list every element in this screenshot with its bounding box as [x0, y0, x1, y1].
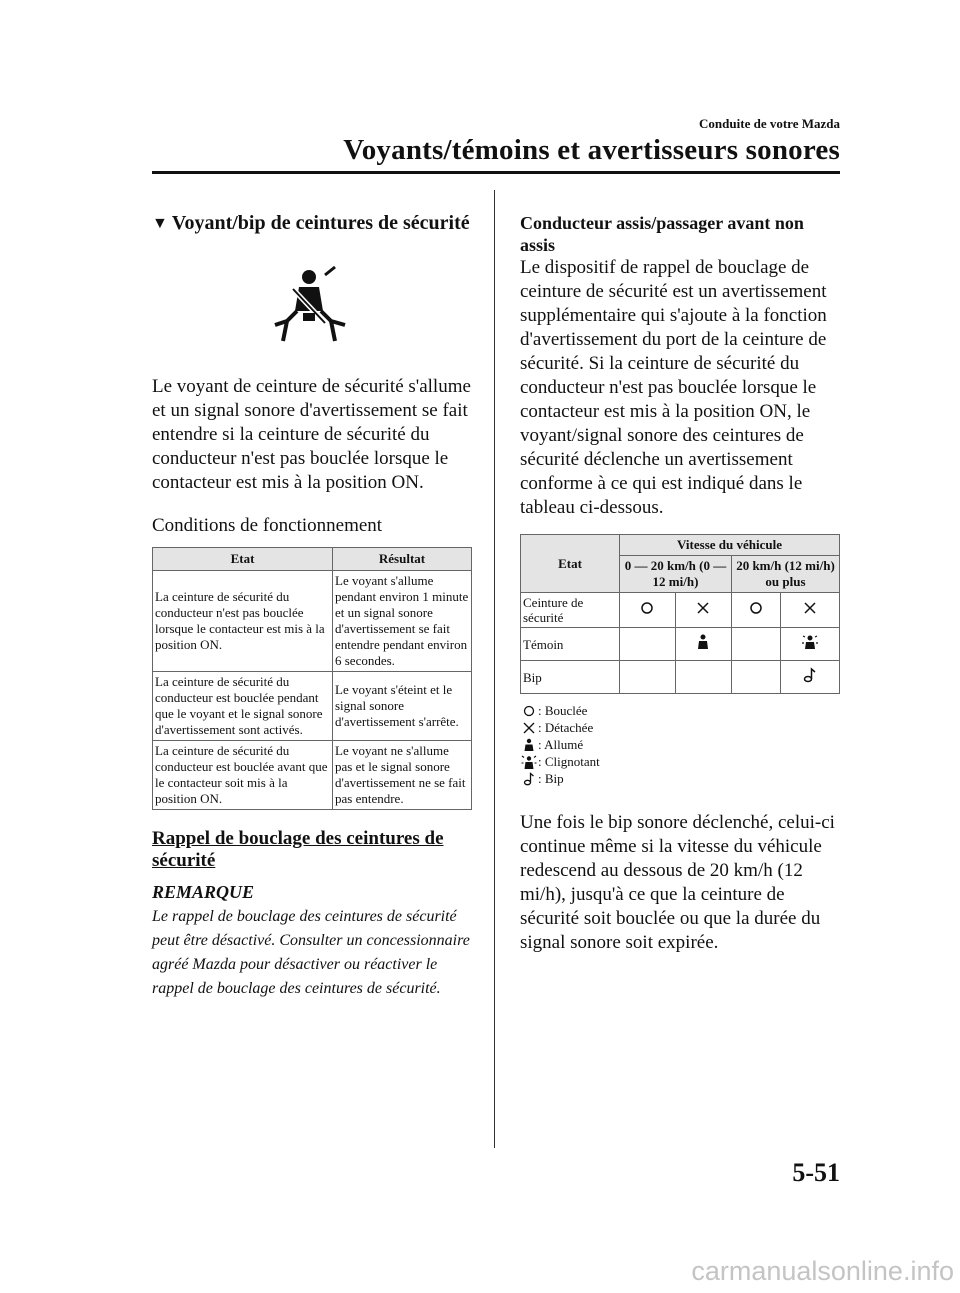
cell-resultat: Le voyant ne s'allume pas et le signal sonore d'avertissement ne se fait pas entendre. [333, 741, 472, 810]
table-row [521, 628, 840, 661]
note-heading: REMARQUE [152, 882, 255, 902]
col-high-speed: 20 km/h (12 mi/h) ou plus [731, 556, 839, 593]
beep-icon [520, 772, 538, 786]
unbuckled-icon [780, 593, 839, 628]
seatbelt-warning-icon-wrap [152, 235, 472, 375]
cell-resultat: Le voyant s'éteint et le signal sonore d'avertissement s'arrête. [333, 672, 472, 741]
unbuckled-icon [520, 722, 538, 734]
row-label-bip: Bip [521, 661, 620, 694]
row-label-temoin: Témoin [521, 628, 620, 661]
seatbelt-warning-icon [267, 265, 357, 345]
cell-etat: La ceinture de sécurité du conducteur est bouclée pendant que le voyant et le signal sonore d'avertissement sont activés. [153, 672, 333, 741]
note-text: Le rappel de bouclage des ceintures de sécurité peut être désactivé. Consulter un concessionnaire agréé Mazda pour désactiver ou réactiver le rappel de bouclage des ceintures de sécurité. [152, 908, 470, 997]
beep-icon [780, 661, 839, 694]
buckled-icon [731, 593, 780, 628]
intro-paragraph: Le voyant de ceinture de sécurité s'allume et un signal sonore d'avertissement se fait entendre si la ceinture de sécurité du conducteur n'est pas bouclée lorsque le contacteur est mis à la position ON. [152, 376, 471, 493]
col-etat: Etat [153, 548, 333, 571]
light-on-icon [675, 628, 731, 661]
table-row [521, 593, 840, 628]
conditions-title: Conditions de fonctionnement [152, 515, 383, 536]
table-row [153, 672, 472, 741]
running-header-section: Conduite de votre Mazda [699, 116, 840, 131]
right-column [520, 212, 840, 955]
col-etat: Etat [521, 535, 620, 593]
table-row [153, 571, 472, 672]
watermark: carmanualsonline.info [691, 1256, 954, 1286]
subsection-title: Conducteur assis/passager avant non assis [520, 213, 804, 255]
col-low-speed: 0 — 20 km/h (0 — 12 mi/h) [620, 556, 732, 593]
cell-etat: La ceinture de sécurité du conducteur est bouclée avant que le contacteur soit mis à la position ON. [153, 741, 333, 810]
buckled-icon [620, 593, 676, 628]
table-row [153, 741, 472, 810]
conditions-table [152, 547, 472, 810]
light-flashing-icon [520, 754, 538, 770]
legend: : Bouclée : Détachée : Allumé : Clignotant : Bip [520, 702, 840, 787]
light-flashing-icon [780, 628, 839, 661]
subsection-paragraph: Le dispositif de rappel de bouclage de ceinture de sécurité est un avertissement supplémentaire qui s'ajoute à la fonction d'avertissement du port de la ceinture de sécurité. Si la ceinture de sécurité du conducteur n'est pas bouclée lorsque le contacteur est mis à la position ON, le voyant/signal sonore des ceintures de sécurité déclenche un avertissement conforme à ce qui est indiqué dans le tableau ci-dessous. [520, 257, 827, 518]
page-number: 5-51 [792, 1158, 840, 1187]
cell-etat: La ceinture de sécurité du conducteur n'est pas bouclée lorsque le contacteur est mis à la position ON. [153, 571, 333, 672]
running-header-title: Voyants/témoins et avertisseurs sonores [343, 134, 840, 166]
light-on-icon [520, 738, 538, 752]
speed-table [520, 534, 840, 694]
reminder-title: Rappel de bouclage des ceintures de sécurité [152, 828, 444, 871]
left-column [152, 212, 472, 1001]
section-title: ▼ Voyant/bip de ceintures de sécurité [152, 212, 470, 234]
unbuckled-icon [675, 593, 731, 628]
table-row [521, 661, 840, 694]
col-speed: Vitesse du véhicule [620, 535, 840, 556]
after-paragraph: Une fois le bip sonore déclenché, celui-ci continue même si la vitesse du véhicule redescend au dessous de 20 km/h (12 mi/h), jusqu'à ce que la ceinture de sécurité soit bouclée ou que la durée du signal sonore soit expirée. [520, 812, 835, 953]
buckled-icon [520, 705, 538, 717]
row-label-ceinture: Ceinture de sécurité [521, 593, 620, 628]
header-rule [152, 171, 840, 174]
col-resultat: Résultat [333, 548, 472, 571]
triangle-bullet-icon: ▼ [152, 214, 168, 232]
column-divider [494, 190, 495, 1148]
cell-resultat: Le voyant s'allume pendant environ 1 minute et un signal sonore d'avertissement se fait entendre pendant environ 6 secondes. [333, 571, 472, 672]
